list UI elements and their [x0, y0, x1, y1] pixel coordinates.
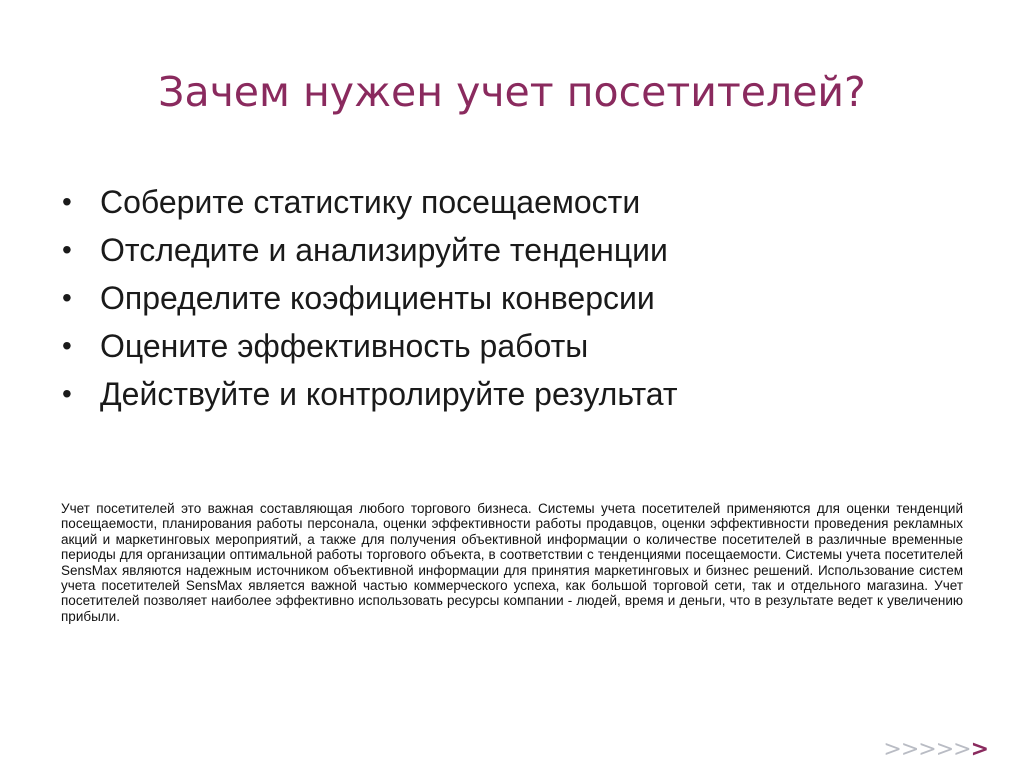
bullet-item — [58, 178, 678, 226]
bullet-text: Отследите и анализируйте тенденции — [100, 232, 668, 268]
description-paragraph: Учет посетителей это важная составляющая любого торгового бизнеса. Системы учета посетителей применяются для оценки тенденций посещаемости, планирования работы персонала, оценки эффективности работы продавцов, оценки эффективности проведения рекламных акций и маркетинговых мероприятий, а также для получения объективной информации о количестве посетителей в различные временные периоды для организации оптимальной работы торгового объекта, в соответствии с тенденциями посещаемости. Системы учета посетителей SensMax являются надежным источником объективной информации для принятия маркетинговых и бизнес решений. Использование систем учета посетителей SensMax является важной частью коммерческого успеха, как большой торговой сети, так и отдельного магазина. Учет посетителей позволяет наиболее эффективно использовать ресурсы компании - людей, время и деньги, что в результате ведет к увеличению прибыли. — [61, 501, 963, 624]
bullet-text: Соберите статистику посещаемости — [100, 184, 641, 220]
bullet-dot-icon: • — [62, 330, 72, 361]
bullet-list — [58, 178, 678, 418]
bullet-item — [58, 370, 678, 418]
bullet-item — [58, 226, 678, 274]
bullet-item — [58, 322, 678, 370]
bullet-dot-icon: • — [62, 234, 72, 265]
bullet-dot-icon: • — [62, 378, 72, 409]
bullet-dot-icon: • — [62, 186, 72, 217]
bullet-text: Действуйте и контролируйте результат — [100, 376, 678, 412]
arrows-light-icon: >>>>> — [883, 737, 971, 762]
arrow-strong-icon: > — [970, 737, 988, 762]
next-slide-arrows[interactable] — [883, 737, 988, 762]
bullet-text: Определите коэфициенты конверсии — [100, 280, 655, 316]
slide-title: Зачем нужен учет посетителей? — [158, 68, 866, 116]
bullet-dot-icon: • — [62, 282, 72, 313]
bullet-text: Оцените эффективность работы — [100, 328, 589, 364]
bullet-item — [58, 274, 678, 322]
